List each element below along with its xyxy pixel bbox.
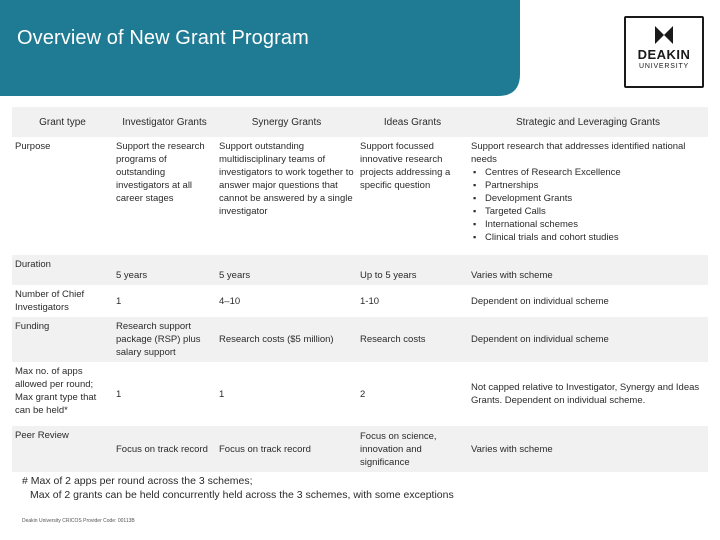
footnote-line-1: # Max of 2 apps per round across the 3 schemes; [22,475,253,487]
cell-duration-investigator: 5 years [113,255,216,285]
cell-max-strategic: Not capped relative to Investigator, Synergy and Ideas Grants. Dependent on individual scheme. [471,382,700,406]
list-item: ▪ Clinical trials and cohort studies [471,231,705,244]
table-row-chief-investigators [12,285,708,317]
cell-ci-investigator: 1 [116,295,122,307]
cell-purpose-investigator: Support the research programs of outstanding investigators at all career stages [116,141,205,204]
footnote-line-2: Max of 2 grants can be held concurrently held across the 3 schemes, with some exceptions [30,489,454,501]
list-item: ▪ Targeted Calls [471,205,705,218]
table-header-row [12,107,708,137]
strategic-scheme-list [471,166,705,244]
cell-max-investigator: 1 [116,388,122,400]
deakin-emblem-icon [653,24,675,46]
list-item: ▪ Partnerships [471,179,705,192]
logo-subtitle: UNIVERSITY [638,63,689,70]
row-label-purpose: Purpose [15,141,51,152]
footnote [22,474,454,502]
cell-duration-synergy: 5 years [216,255,357,285]
list-item: ▪ Development Grants [471,192,705,205]
cell-funding-synergy: Research costs ($5 million) [216,317,357,362]
cell-ci-ideas: 1-10 [360,295,380,307]
table-row-max-apps [12,362,708,426]
table-row-duration [12,255,708,285]
row-label-max-apps: Max no. of apps allowed per round; Max grant type that can be held* [15,366,97,416]
cell-max-ideas: 2 [360,388,366,400]
logo-wordmark: DEAKIN [637,47,691,62]
cell-funding-investigator: Research support package (RSP) plus salary support [113,317,216,362]
cell-ci-strategic: Dependent on individual scheme [471,295,609,307]
cell-duration-ideas: Up to 5 years [357,255,468,285]
cell-purpose-strategic [468,137,708,255]
table-row-funding [12,317,708,362]
header-banner [0,0,520,96]
header-strategic-grants: Strategic and Leveraging Grants [468,107,708,137]
row-label-chief-investigators: Number of Chief Investigators [15,289,85,313]
header-investigator-grants: Investigator Grants [113,107,216,137]
list-item: ▪ International schemes [471,218,705,231]
cell-peer-investigator: Focus on track record [113,426,216,472]
header-grant-type: Grant type [12,107,113,137]
cell-funding-strategic: Dependent on individual scheme [468,317,708,362]
page-title: Overview of New Grant Program [17,27,309,49]
header-ideas-grants: Ideas Grants [357,107,468,137]
cell-peer-ideas: Focus on science, innovation and significance [357,426,468,472]
grant-overview-table [12,107,708,472]
row-label-duration: Duration [12,255,113,285]
cell-funding-ideas: Research costs [357,317,468,362]
row-label-peer-review: Peer Review [12,426,113,472]
table-row-purpose [12,137,708,255]
cell-purpose-synergy: Support outstanding multidisciplinary teams of investigators to work together to answer major questions that cannot be answered by a single investigator [219,141,354,217]
strategic-purpose-intro: Support research that addresses identified national needs [471,141,686,165]
cell-duration-strategic: Varies with scheme [468,255,708,285]
table-row-peer-review [12,426,708,472]
provider-code: Deakin University CRICOS Provider Code: 00113B [22,518,135,524]
cell-max-synergy: 1 [219,388,225,400]
cell-peer-strategic: Varies with scheme [468,426,708,472]
list-item: ▪ Centres of Research Excellence [471,166,705,179]
cell-peer-synergy: Focus on track record [216,426,357,472]
deakin-logo [624,16,704,88]
cell-ci-synergy: 4–10 [219,295,241,307]
header-synergy-grants: Synergy Grants [216,107,357,137]
cell-purpose-ideas: Support focussed innovative research projects addressing a specific question [360,141,451,191]
row-label-funding: Funding [12,317,113,362]
